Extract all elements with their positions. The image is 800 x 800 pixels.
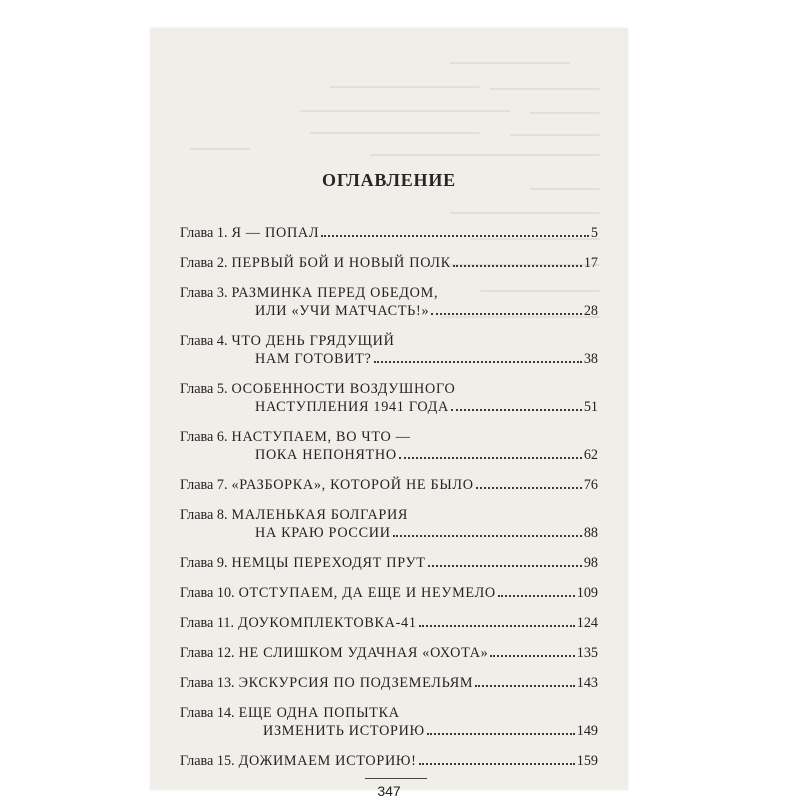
dot-leader [399, 457, 582, 459]
chapter-title-continuation: НА КРАЮ РОССИИ [255, 525, 391, 541]
toc-entry [180, 614, 598, 632]
page-ref: 149 [576, 723, 598, 739]
dot-leader [475, 685, 575, 687]
toc-entry [180, 674, 598, 692]
page-ref: 76 [583, 477, 598, 493]
footer-rule [365, 778, 427, 779]
toc-entry [180, 704, 598, 740]
chapter-title-continuation: ИЛИ «УЧИ МАТЧАСТЬ!» [255, 303, 430, 319]
page-ref: 62 [583, 447, 598, 463]
dot-leader [451, 409, 582, 411]
chapter-label: Глава 13. [180, 675, 235, 691]
toc-entry [180, 752, 598, 770]
toc-entry [180, 428, 598, 464]
chapter-title: РАЗМИНКА ПЕРЕД ОБЕДОМ, [231, 285, 439, 301]
chapter-label: Глава 7. [180, 477, 228, 493]
chapter-label: Глава 15. [180, 753, 235, 769]
chapter-label: Глава 3. [180, 285, 228, 301]
dot-leader [498, 595, 575, 597]
chapter-label: Глава 9. [180, 555, 228, 571]
page-ref: 159 [576, 753, 598, 769]
chapter-title: ЭКСКУРСИЯ ПО ПОДЗЕМЕЛЬЯМ [238, 675, 474, 691]
page-ref: 5 [590, 225, 598, 241]
toc-entry [180, 554, 598, 572]
chapter-title: «РАЗБОРКА», КОТОРОЙ НЕ БЫЛО [231, 477, 474, 493]
toc-entry [180, 224, 598, 242]
dot-leader [393, 535, 582, 537]
toc-title: ОГЛАВЛЕНИЕ [322, 170, 456, 190]
chapter-title-continuation: ПОКА НЕПОНЯТНО [255, 447, 397, 463]
toc-entry [180, 380, 598, 416]
chapter-title: НАСТУПАЕМ, ВО ЧТО — [231, 429, 411, 445]
toc-entry [180, 506, 598, 542]
chapter-label: Глава 14. [180, 705, 235, 721]
chapter-title: ДОЖИМАЕМ ИСТОРИЮ! [238, 753, 417, 769]
chapter-title: ЕЩЕ ОДНА ПОПЫТКА [238, 705, 400, 721]
chapter-label: Глава 6. [180, 429, 228, 445]
page-ref: 51 [583, 399, 598, 415]
chapter-title: МАЛЕНЬКАЯ БОЛГАРИЯ [231, 507, 409, 523]
page-ref: 124 [576, 615, 598, 631]
dot-leader [431, 313, 582, 315]
page-ref: 109 [576, 585, 598, 601]
dot-leader [453, 265, 582, 267]
dot-leader [427, 733, 575, 735]
page-ref: 17 [583, 255, 598, 271]
toc-entry [180, 476, 598, 494]
table-of-contents [180, 224, 598, 782]
dot-leader [321, 235, 589, 237]
dot-leader [419, 625, 575, 627]
dot-leader [476, 487, 582, 489]
chapter-title-continuation: НАСТУПЛЕНИЯ 1941 ГОДА [255, 399, 449, 415]
toc-entry [180, 644, 598, 662]
chapter-label: Глава 4. [180, 333, 228, 349]
toc-entry [180, 254, 598, 272]
chapter-label: Глава 2. [180, 255, 228, 271]
chapter-label: Глава 12. [180, 645, 235, 661]
page-number: 347 [377, 783, 401, 799]
chapter-title: ОТСТУПАЕМ, ДА ЕЩЕ И НЕУМЕЛО [238, 585, 496, 601]
page-ref: 135 [576, 645, 598, 661]
chapter-label: Глава 11. [180, 615, 235, 631]
dot-leader [428, 565, 582, 567]
chapter-title: Я — ПОПАЛ [231, 225, 320, 241]
page-ref: 88 [583, 525, 598, 541]
page-ref: 28 [583, 303, 598, 319]
page-ref: 98 [583, 555, 598, 571]
toc-entry [180, 332, 598, 368]
chapter-title: НЕ СЛИШКОМ УДАЧНАЯ «ОХОТА» [238, 645, 489, 661]
chapter-title: ОСОБЕННОСТИ ВОЗДУШНОГО [231, 381, 456, 397]
chapter-label: Глава 5. [180, 381, 228, 397]
dot-leader [419, 763, 575, 765]
chapter-title: ПЕРВЫЙ БОЙ И НОВЫЙ ПОЛК [231, 255, 451, 271]
dot-leader [374, 361, 582, 363]
chapter-title: ЧТО ДЕНЬ ГРЯДУЩИЙ [231, 333, 395, 349]
chapter-label: Глава 10. [180, 585, 235, 601]
book-page [150, 28, 628, 799]
chapter-title: ДОУКОМПЛЕКТОВКА-41 [238, 615, 417, 631]
chapter-title: НЕМЦЫ ПЕРЕХОДЯТ ПРУТ [231, 555, 426, 571]
chapter-label: Глава 8. [180, 507, 228, 523]
chapter-title-continuation: НАМ ГОТОВИТ? [255, 351, 372, 367]
dot-leader [490, 655, 574, 657]
page-ref: 38 [583, 351, 598, 367]
chapter-title-continuation: ИЗМЕНИТЬ ИСТОРИЮ [263, 723, 425, 739]
page-ref: 143 [576, 675, 598, 691]
toc-entry [180, 584, 598, 602]
toc-entry [180, 284, 598, 320]
chapter-label: Глава 1. [180, 225, 228, 241]
